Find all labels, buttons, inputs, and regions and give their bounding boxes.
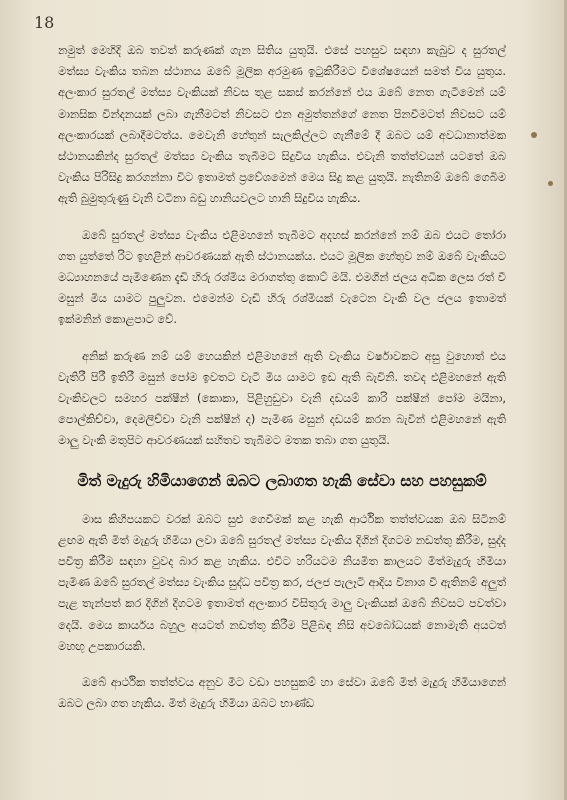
- section-heading: මිත් මැදුරු හිමියාගෙන් ඔබට ලබාගත හැකි සේවා සහ පහසුකම්: [77, 471, 487, 490]
- body-paragraph: අනික් කරුණ නම් යම් හෙයකින් එළිමහනේ ඇති වැංකිය වර්ෂාවකට අසු වුහොත් එය වැතිරී පිරී ඉතිරී මසුන් පෝම ඉවතට වැටී මිය යාමට ඉඩ ඇති බැවිනි. තවද එළිමහනේ ඇති වැංකිවලට සමහර පක්ෂීන් (කොකා, පිළිහුඩුවා වැනි දඩයම් කාරි පක්ෂීන් පෝම මයිනා, පොල්කිච්චා, දෙමලිච්චා වැනි පක්ෂීන් ද) පැමිණ මසුන් දඩයම් කරන බැවින් එළිමහනේ ඇති මාලු වැංකි මතුපිට ආවරණයක් සහිතව තැබීමට මතක තබා ගත යුතුයි.: [58, 348, 506, 448]
- paper-speck: [531, 132, 537, 138]
- page-body: [58, 40, 506, 729]
- body-paragraph: නමුත් මෙහිදි ඔබ තවත් කරුණක් ගැන සිතිය යුතුයි. එසේ පහසුව සඳහා කැබුව ද සුරතල් මත්ස්‍ය වැංකිය තබන ස්ථානය ඔබේ මූලික අරමුණ ඉටුකිරීමට විශේෂයෙන් සමත් විය යුතුය. අලංකාර සුරතල් මත්ස්‍ය වැංකියක් නිවස තුළ සකස් කරන්නේ එය ඔබේ නෙත ගැටීමෙන් යම් මානසික වින්දනයක් ලබා ගැනීමටත් නිවසට එන අමුත්තන්ගේ නෙත පිනවීමටත් නිවසට යම් අලංකාරයක් ලබාදීමටත්ය. මෙවැනි හේතුන් සැලකිල්ලට ගැනීමේ දී ඔබට යම් අවධානාත්මක ස්ථානයකින්ද සුරතල් මත්ස්‍ය වැංකිය තැබීමට සිදුවිය හැකිය. එවැනි තත්ත්වයන් යටතේ ඔබ වැංකිය පිරිසිදු කරගන්නා විට ඉතාමත් ප්‍රවේශමෙන් මෙය සිදු කළ යුතුයි. නැතිනම් ඔබේ ගෙබිම ඇති බුමුතුරුණු වැනි වටිනා බඩු හානියවලට හානි සිදුවිය හැකිය.: [58, 43, 506, 206]
- paper-speck: [548, 181, 553, 186]
- body-paragraph: මාස කිහිපයකට වරක් ඔබට සුළු ගෙවීමක් කළ හැකි ආර්ථික තත්ත්වයක ඔබ සිටිනම් ළඟම ඇති මිත් මැදුරු හිමියා ලවා ඔබේ සුරතල් මත්ස්‍ය වැංකිය දිගින් දිගටම නඩත්තු කිරීම, සුද්ද පවිත්‍ර කිරීම සඳහා වුවද බාර කළ හැකිය. එවිට හරියටම නියමිත කාලයට මිත්මැදුරු හිමියා පැමිණ ඔබේ සුරතල් මත්ස්‍ය වැංකිය සුද්ධ පවිත්‍ර කර, ජලජ පැලෑටි ආදිය විනාශ වී ඇතිනම් අලුත් පැළ තැන්පත් කර දිගින් දිගටම ඉතාමත් අලංකාර විසිතුරු මාලු වැංකියක් ඔබේ නිවසට පවත්වා දෙයි. මෙය කාර්යය බහුල අයටත් නඩත්තු කිරීම පිළිබඳ නිසි අවබෝධයක් නොමැති අයටත් මහඟු උපකාරයකි.: [58, 511, 506, 653]
- body-paragraph: ඔබේ සුරතල් මත්ස්‍ය වැංකිය එළිමහනේ තැබීමට අදහස් කරන්නේ නම් ඔබ එයට තෝරා ගත යුත්තේ රිට ඉහළින් ආවරණයක් ඇති ස්ථානයක්ය. එයට මූලික හේතුව නම් ඔබේ වැංකියට මධ්‍යාහනයේ පැමිණෙන දැඩි හිරු රශ්මිය මරාගත්තු කොට් මයි. එමගින් ජලය අධික ලෙස රත් වී මසුන් මිය යාමට පුලුවන. එමෙන්ම වැඩි හිරු රශ්මියක් වැටෙන වැංකි වල ජලය ඉතාමත් ඉක්මනින් කොළපාට වේ.: [58, 227, 506, 327]
- body-paragraph: ඔබේ ආර්ථික තත්ත්වය අනුව මීට වඩා පහසුකම් හා සේවා ඔබේ මිත් මැදුරු හිමියාගෙන් ඔබට ලබා ගත හැකිය. මිත් මැදුරු හිමියා ඔබට භාණ්ඩ: [58, 675, 506, 711]
- page-number: 18: [34, 13, 55, 32]
